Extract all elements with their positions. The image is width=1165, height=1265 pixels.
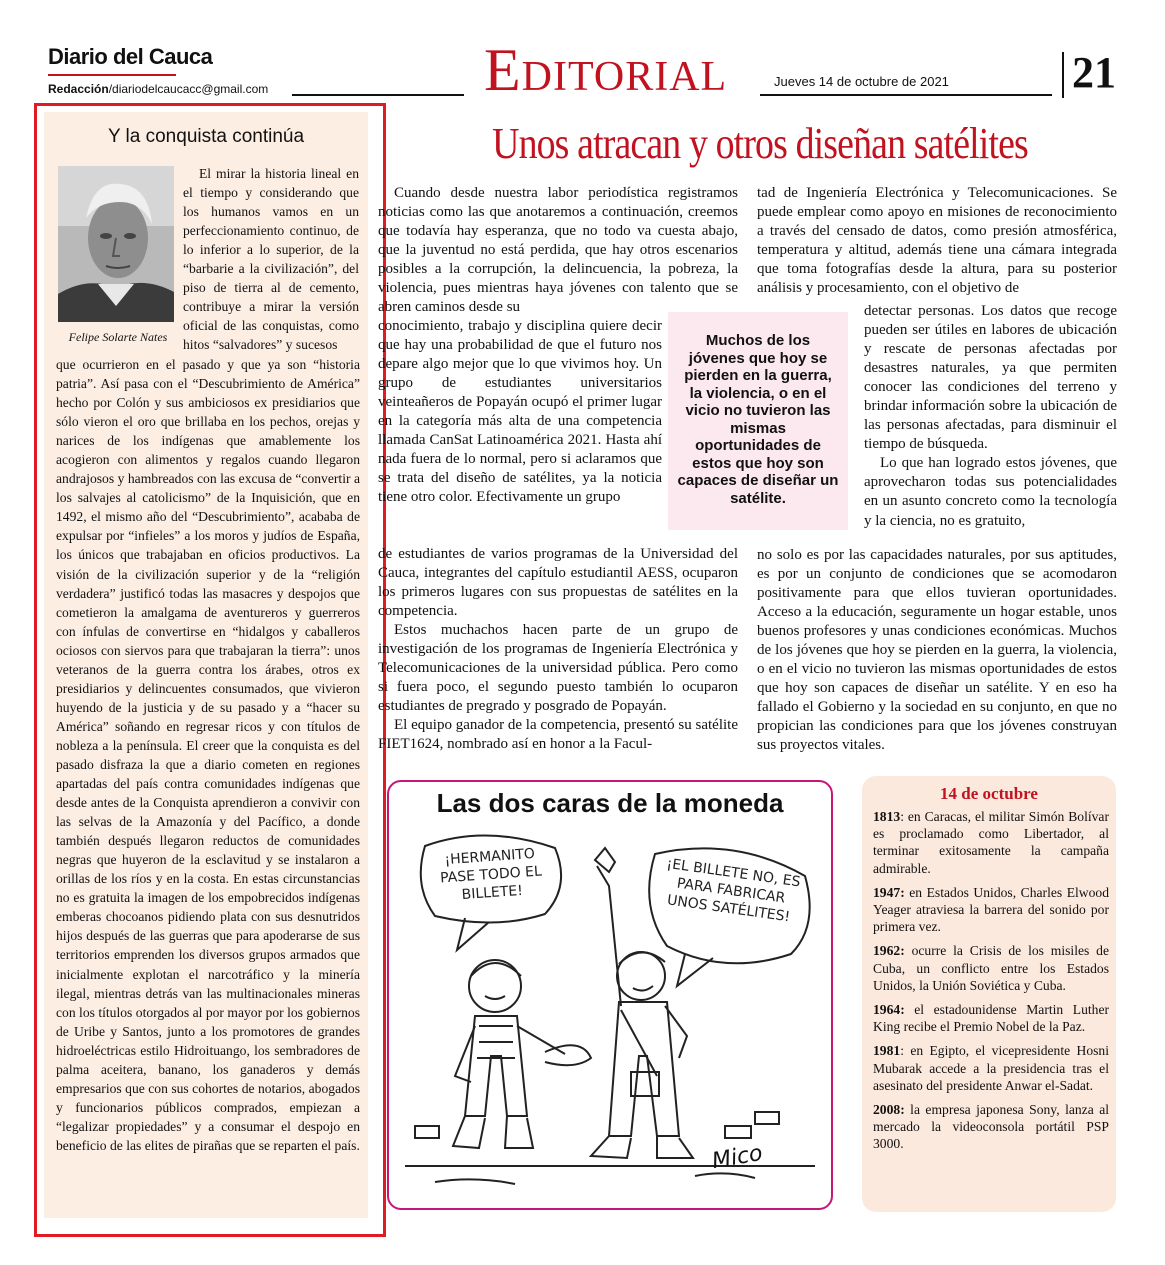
ephemeris-text: ocurre la Crisis de los misiles de Cuba, un conflicto entre los Estados Unidos, la Unión Soviética y Cuba. [873, 943, 1109, 993]
opinion-paragraph-intro [183, 164, 359, 354]
header-rule-left [292, 94, 464, 96]
ephemeris-text: en Estados Unidos, Charles Elwood Yeager atraviesa la barrera del sonido por primera vez. [873, 884, 1109, 935]
ephemeris-text: la empresa japonesa Sony, lanza al mercado la videoconsola portátil PSP 3000. [873, 1102, 1109, 1152]
editorial-headline: Unos atracan y otros diseñan satélites [492, 119, 1028, 168]
editorial-text-col1-top: Cuando desde nuestra labor periodística registramos noticias como las que anotaremos a continuación, creemos que todavía hay esperanza, que no todo va cuesta abajo, que la juventud no está perdida, que hay otros escenarios posibles a la corrupción, la delincuencia, la pobreza, la violencia, pues mientras haya jóvenes con talento que se abren caminos desde su [378, 185, 738, 316]
ephemeris-item [873, 1001, 1109, 1035]
ephemeris-text: : en Egipto, el vicepresidente Hosni Mubarak accede a la presidencia tras el asesinato del presidente Anwar el-Sadat. [873, 1043, 1109, 1093]
opinion-text-1: El mirar la historia lineal en el tiempo y considerando que los humanos vamos en un perfeccionamiento continuo, de lo inferior a lo superior, de la “barbarie a la civilización”, del piso de tierra al de cemento, contribuye a mirar la versión oficial de las conquistas, como hitos “salvadores” y sucesos [183, 166, 359, 353]
ephemeris-text: el estadounidense Martin Luther King recibe el Premio Nobel de la Paz. [873, 1002, 1109, 1035]
ephemerides-list [873, 808, 1109, 1160]
header-rule-right [760, 94, 1052, 96]
page-number-separator [1062, 52, 1064, 98]
opinion-paragraph-body: que ocurrieron en el pasado y que ya son “historia patria”. Así pasa con el “Descubrimiento de América” hecho por Colón y sus ambiciosos ex presidiarios que sólo vieron el oro que brillaba en los pechos, orejas y narices de los indígenas que amablemente los acogieron con alimentos y regalos cuando llegaron andrajosos y hambreados con las excusa de “convertir a los salvajes al catolicismo” de la Inquisición, que en 1492, el mismo año del “Descubrimiento”, acababa de expulsar por “infieles” a los moros y judíos de España, los únicos que trabajaban en oficios productivos. La visión de la civilización superior y de la “religión verdadera” justificó todas las masacres y despojos que cometieron la amalgama de aventureros y guerreros con ínfulas de convertirse en “hidalgos y caballeros ociosos con siervos para que trabajaran la tierra”: unos veteranos de la guerra contra los árabes, otros ex presidiarios y delincuentes consumados, que vivieron huyendo de la justicia y de su pasado y a “hacer su América” soñando en regresar ricos y con títulos de nobleza a la península. El creer que la conquista es del pasado disfraza la que a diario cometen en regiones apartadas del país contra comunidades indígenas que desde antes de la Conquista aprendieron a convivir con las selvas de la Amazonía y del Pacífico, a donde también después llegaron reductos de comunidades negras que huyeron de la esclavitud y se instalaron a orillas de los ríos y en la costa. En estas circunstancias no es gratuita la imagen de los empobrecidos indígenas emberas chocoanos pidiendo plata con sus desnutridos hijos después de las guerras que para apoderarse de sus territorios emprenden los diversos grupos armados que inicialmente explotan el narcotráfico y la minería ilegal, mientras detrás van las multinacionales mineras con los títulos otorgados al por mayor por los gobiernos de Uribe y Santos, junto a los promotores de grandes hidroeléctricas estilo Hidroituango, los sembradores de palma aceitera, banano, los ganaderos y demás empresarios que con sus cohortes de notarios, abogados y funcionarios públicos comprados, empiezan a “legalizar propiedades” y a consumar el despojo en beneficio de las elites de pirañas que se reparten el país. [56, 357, 360, 1153]
cartoonist-signature: Mico [710, 1140, 765, 1175]
ephemeris-item [873, 884, 1109, 936]
opinion-column-title: Y la conquista continúa [107, 126, 305, 147]
editorial-text-col1-wrap: conocimiento, trabajo y disciplina quiere decir que hay una probabilidad de que el futuro nos depare algo mejor que lo que vivimos hoy. Un grupo de estudiantes universitarios veinteañeros de Popayán ocupó el primer lugar en la categoría más alta de una competencia llamada CanSat Latinoamérica 2021. Hasta ahí nada fuera de lo normal, pero si aclaramos que se trata del diseño de satélites, ya la noticia tiene otro color. Efectivamente un grupo [378, 318, 662, 506]
editorial-paragraph: Estos muchachos hacen parte de un grupo de investigación de los programas de Ingeniería Electrónica y Telecomunicaciones de la universidad pública. Pero como si fuera poco, el segundo puesto también lo ocuparon estudiantes de pregrado y posgrado de Popayán. [378, 622, 738, 715]
ephemeris-item [873, 942, 1109, 994]
ephemeris-item [873, 808, 1109, 877]
masthead: Diario del Cauca [48, 44, 213, 69]
pull-quote: Muchos de los jóvenes que hoy se pierden en la guerra, la violencia, o en el vicio no tuvieron las mismas oportunidades de estos que hoy son capaces de diseñar un satélite. [668, 312, 848, 530]
editorial-paragraph: detectar personas. Los datos que recoge pueden ser útiles en labores de ubicación y rescate de personas afectadas por desastres naturales, ya que permiten conocer las condiciones del terreno y brindar información sobre la ubicación de las personas afectadas, para disminuir el tiempo de búsqueda. [864, 303, 1117, 453]
redaccion-label: Redacción [48, 82, 109, 96]
editorial-text-col2-wrap [864, 302, 1117, 531]
ephemeris-year: 1981 [873, 1043, 901, 1059]
issue-date: Jueves 14 de octubre de 2021 [774, 74, 949, 89]
masthead-underline [48, 74, 176, 76]
editorial-paragraph: de estudiantes de varios programas de la Universidad del Cauca, integrantes del capítulo estudiantil AESS, ocuparon los primeros lugares con sus propuestas de satélites en la competencia. [378, 546, 738, 620]
editorial-text-col1-bottom [378, 545, 738, 755]
ephemeris-item [873, 1042, 1109, 1094]
author-name: Felipe Solarte Nates [68, 330, 168, 344]
ephemeris-item [873, 1101, 1109, 1153]
ephemeris-text: : en Caracas, el militar Simón Bolívar es proclamado como Libertador, al terminar exitosamente la campaña admirable. [873, 809, 1109, 876]
ephemerides-title: 14 de octubre [940, 784, 1038, 803]
redaccion-email: /diariodelcaucacc@gmail.com [108, 82, 269, 96]
editorial-text-col2-top: tad de Ingeniería Electrónica y Telecomunicaciones. Se puede emplear como apoyo en misiones de reconocimiento a través del censado de datos, como presión atmosférica, temperatura y altitud, además tiene una cámara integrada que toma fotografías desde la altura, para su posterior análisis y procesamiento, con el objetivo de [757, 185, 1117, 297]
ephemeris-year: 1964: [873, 1002, 905, 1018]
speech-bubble-right-text: ¡EL BILLETE NO, ES PARA FABRICAR UNOS SATÉLITES! [665, 855, 802, 926]
speech-bubble-left-text: ¡HERMANITO PASE TODO EL BILLETE! [439, 845, 543, 904]
ephemeris-year: 1813 [873, 809, 901, 824]
editorial-paragraph: Lo que han logrado estos jóvenes, que aprovecharon todas sus potencialidades en un asunto concreto como la tecnología y la ciencia, no es gratuito, [864, 455, 1117, 529]
editorial-paragraph: El equipo ganador de la competencia, presentó su satélite FIET1624, nombrado así en honor a la Facul- [378, 717, 738, 753]
redaccion-line [48, 82, 268, 96]
cartoon-title: Las dos caras de la moneda [436, 788, 784, 818]
editorial-text-col2-bottom: no solo es por las capacidades naturales, por sus aptitudes, es por un conjunto de condiciones que se acomodaron positivamente para que ellos tuvieran oportunidades. Acceso a la educación, seguramente un hogar estable, unos buenos profesores y unas condiciones económicas. Muchos de los jóvenes que hoy se pierden en la guerra, la violencia, o en el vicio no tuvieron las mismas oportunidades de estos que hoy son capaces de diseñar un satélite. Y en eso ha fallado el Gobierno y la sociedad en su conjunto, en que no propician las condiciones para que los jóvenes construyan sus proyectos vitales. [757, 547, 1117, 754]
section-title: Editorial [484, 37, 728, 103]
author-photo [58, 166, 174, 322]
ephemeris-year: 1962: [873, 943, 905, 959]
page-number: 21 [1072, 48, 1116, 97]
ephemeris-year: 2008: [873, 1102, 905, 1118]
ephemeris-year: 1947: [873, 884, 905, 900]
